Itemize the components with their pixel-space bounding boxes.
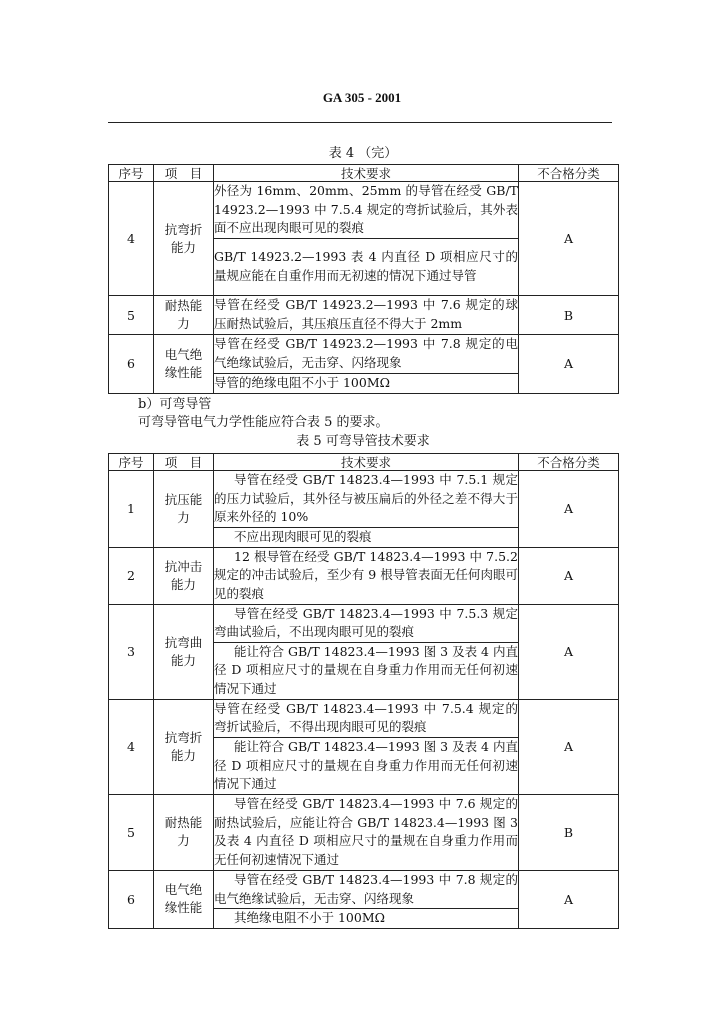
table-row — [109, 335, 619, 374]
row-item-label: 耐热能 力 — [164, 298, 203, 331]
table-row — [109, 182, 619, 239]
row-class: A — [519, 604, 619, 699]
col-header-req: 技术要求 — [214, 165, 519, 182]
row-item — [154, 182, 214, 296]
table-row — [109, 604, 619, 642]
row-no: 5 — [109, 296, 154, 335]
row-requirement: 能让符合 GB/T 14823.4—1993 图 3 及表 4 内直径 D 项相应尺寸的量规在自身重力作用而无任何初速情况下通过 — [214, 642, 519, 699]
row-requirement: 导管在经受 GB/T 14823.4—1993 中 7.6 规定的耐热试验后，应能让符合 GB/T 14823.4—1993 图 3 及表 4 内直径 D 项相应尺寸的量规在自身重力作用而无任何初速情况下通过 — [214, 794, 519, 870]
row-no: 6 — [109, 870, 154, 928]
row-no: 2 — [109, 547, 154, 604]
col-header-item: 项 目 — [154, 454, 214, 471]
table-row — [109, 699, 619, 737]
row-no: 5 — [109, 794, 154, 870]
section-b-heading: b）可弯导管 — [138, 397, 212, 412]
row-class: A — [519, 870, 619, 928]
row-class: A — [519, 182, 619, 296]
table4-header-row — [109, 165, 619, 182]
table-row — [109, 547, 619, 604]
table4-caption: 表 4 （完） — [328, 146, 398, 161]
row-requirement: 能让符合 GB/T 14823.4—1993 图 3 及表 4 内直径 D 项相应尺寸的量规在自身重力作用而无任何初速情况下通过 — [214, 737, 519, 794]
row-class: A — [519, 699, 619, 794]
row-item — [154, 699, 214, 794]
row-requirement: 导管在经受 GB/T 14823.4—1993 中 7.5.3 规定弯曲试验后，不出现肉眼可见的裂痕 — [214, 604, 519, 642]
row-item — [154, 604, 214, 699]
row-requirement: 不应出现肉眼可见的裂痕 — [214, 528, 519, 548]
row-item-label: 抗压能 力 — [164, 491, 203, 525]
row-item — [154, 794, 214, 870]
row-no: 6 — [109, 335, 154, 394]
col-header-class: 不合格分类 — [519, 454, 619, 471]
row-requirement: 导管在经受 GB/T 14823.4—1993 中 7.8 规定的电气绝缘试验后，无击穿、闪络现象 — [214, 870, 519, 908]
table-row — [109, 794, 619, 870]
row-class: A — [519, 471, 619, 548]
row-item-label: 抗弯折 能力 — [164, 729, 203, 763]
col-header-req: 技术要求 — [214, 454, 519, 471]
row-class: A — [519, 547, 619, 604]
row-requirement: 导管在经受 GB/T 14923.2—1993 中 7.8 规定的电气绝缘试验后，无击穿、闪络现象 — [214, 335, 519, 374]
row-requirement: 外径为 16mm、20mm、25mm 的导管在经受 GB/T 14923.2—1993 中 7.5.4 规定的弯折试验后，其外表面不应出现肉眼可见的裂痕 — [214, 182, 519, 239]
standard-code: GA 305 - 2001 — [322, 90, 402, 105]
table4 — [108, 164, 619, 394]
row-item-label: 电气绝 缘性能 — [164, 346, 203, 380]
row-requirement: GB/T 14923.2—1993 表 4 内直径 D 项相应尺寸的量规应能在自重作用而无初速的情况下通过导管 — [214, 239, 519, 296]
row-item-label: 耐热能 力 — [164, 815, 203, 849]
header-rule — [108, 122, 612, 123]
table-row — [109, 471, 619, 528]
table-row — [109, 296, 619, 335]
row-no: 4 — [109, 182, 154, 296]
col-header-no: 序号 — [109, 454, 154, 471]
row-requirement: 其绝缘电阻不小于 100MΩ — [214, 909, 519, 929]
section-b-text: 可弯导管电气力学性能应符合表 5 的要求。 — [138, 415, 389, 430]
row-requirement: 导管在经受 GB/T 14823.4—1993 中 7.5.1 规定的压力试验后，其外径与被压扁后的外径之差不得大于原来外径的 10% — [214, 471, 519, 528]
row-no: 4 — [109, 699, 154, 794]
row-item-label: 抗弯曲 能力 — [164, 634, 203, 668]
table5-header-row — [109, 454, 619, 471]
row-item-label: 抗冲击 能力 — [164, 558, 203, 592]
row-no: 1 — [109, 471, 154, 548]
row-class: B — [519, 296, 619, 335]
row-no: 3 — [109, 604, 154, 699]
row-requirement: 12 根导管在经受 GB/T 14823.4—1993 中 7.5.2 规定的冲击试验后，至少有 9 根导管表面无任何肉眼可见的裂痕 — [214, 547, 519, 604]
row-item-label: 抗弯折 能力 — [164, 221, 203, 255]
row-item — [154, 870, 214, 928]
row-item — [154, 471, 214, 548]
row-item — [154, 335, 214, 394]
col-header-no: 序号 — [109, 165, 154, 182]
row-requirement: 导管的绝缘电阻不小于 100MΩ — [214, 374, 519, 394]
row-class: A — [519, 335, 619, 394]
row-class: B — [519, 794, 619, 870]
table-row — [109, 870, 619, 908]
row-item-label: 电气绝 缘性能 — [164, 882, 203, 916]
row-requirement: 导管在经受 GB/T 14923.2—1993 中 7.6 规定的球压耐热试验后，其压痕压直径不得大于 2mm — [214, 296, 519, 335]
row-requirement: 导管在经受 GB/T 14823.4—1993 中 7.5.4 规定的弯折试验后，不得出现肉眼可见的裂痕 — [214, 699, 519, 737]
col-header-class: 不合格分类 — [519, 165, 619, 182]
row-item — [154, 547, 214, 604]
row-item — [154, 296, 214, 335]
col-header-item: 项 目 — [154, 165, 214, 182]
table5 — [108, 453, 619, 929]
table5-caption: 表 5 可弯导管技术要求 — [296, 434, 430, 449]
